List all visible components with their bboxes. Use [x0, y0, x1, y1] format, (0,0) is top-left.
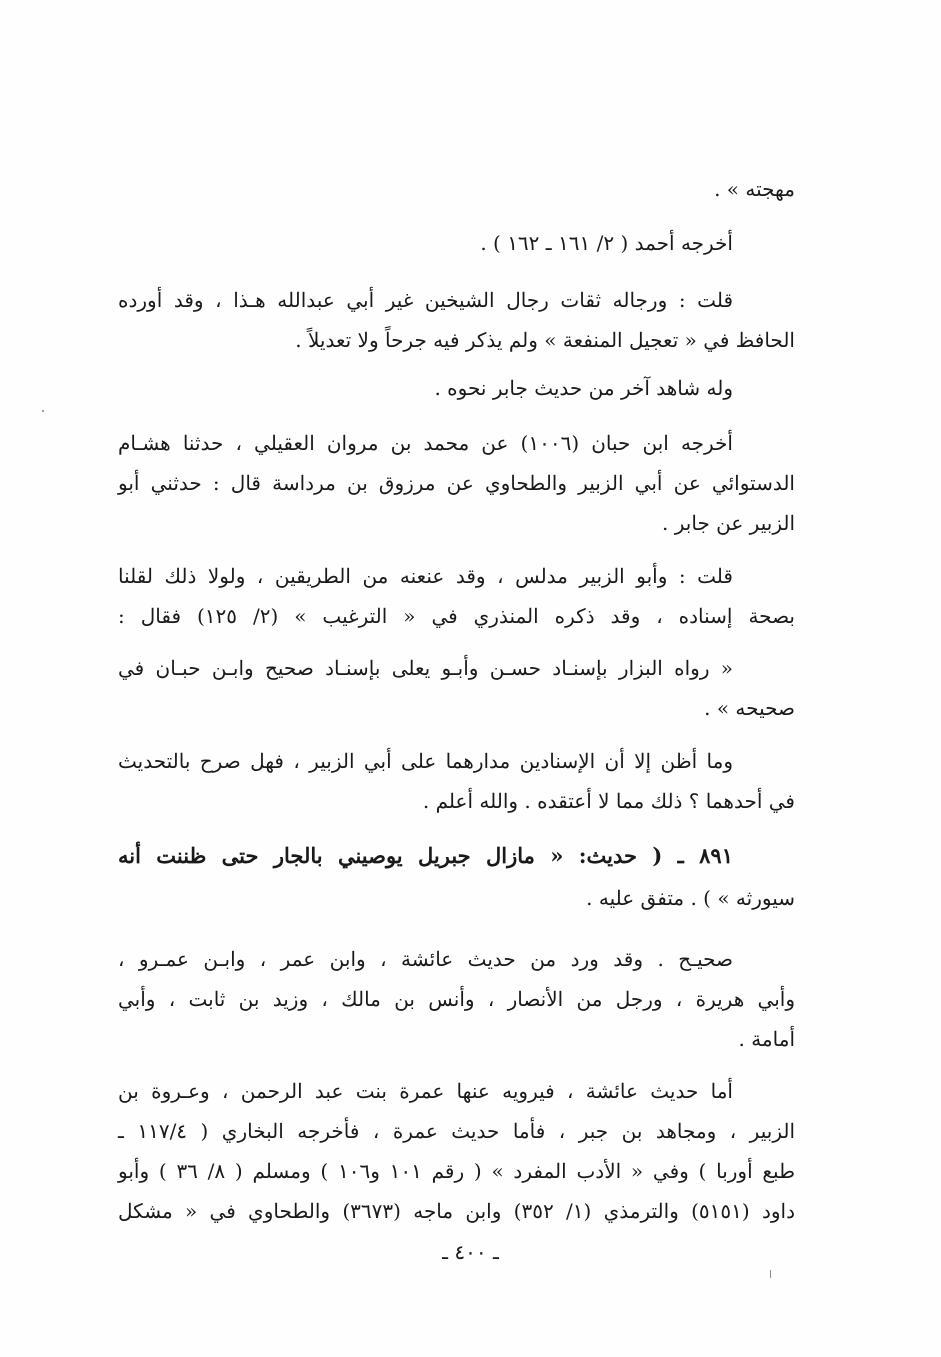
text-line: « رواه البزار بإسنـاد حسـن وأبـو يعلى بإسنـاد صحيح وابـن حبـان في — [118, 656, 733, 680]
text-line: أمامة . — [738, 1027, 795, 1051]
text-line: أخرجه أحمد ( ٢/ ١٦١ ـ ١٦٢ ) . — [480, 231, 733, 255]
text-line: صحيـح . وقد ورد من حديث عائشة ، وابن عمر ، وابـن عمـرو ، — [118, 947, 733, 971]
text-line: وأبي هريرة ، ورجل من الأنصار ، وأنس بن مالك ، وزيد بن ثابت ، وأبي — [118, 987, 795, 1011]
text-line: أما حديث عائشة ، فيرويه عنها عمرة بنت عبد الرحمن ، وعـروة بن — [118, 1079, 733, 1103]
scan-speck — [42, 410, 44, 412]
text-line: وما أظن إلا أن الإسنادين مدارهما على أبي الزبير ، فهل صرح بالتحديث — [118, 749, 733, 773]
text-line: داود (٥١٥١) والترمذي (١/ ٣٥٢) وابن ماجه (٣٦٧٣) والطحاوي في « مشكل — [118, 1199, 795, 1223]
text-line: الدستوائي عن أبي الزبير والطحاوي عن مرزوق بن مرداسة قال : حدثني أبو — [118, 471, 795, 495]
text-line: مهجته » . — [714, 177, 795, 201]
text-line: وله شاهد آخر من حديث جابر نحوه . — [434, 376, 733, 400]
text-line: سيورثه » ) . متفق عليه . — [586, 886, 795, 910]
text-line: الحافظ في « تعجيل المنفعة » ولم يذكر فيه جرحاً ولا تعديلاً . — [295, 328, 795, 352]
scan-speck — [770, 1270, 771, 1278]
text-line: الزبير ، ومجاهد بن جبر ، فأما حديث عمرة ، فأخرجه البخاري ( ١١٧/٤ ـ — [118, 1119, 796, 1143]
text-line: الزبير عن جابر . — [662, 511, 795, 535]
text-line: أخرجه ابن حبان (١٠٠٦) عن محمد بن مروان العقيلي ، حدثنا هشـام — [118, 431, 733, 455]
hadith-heading: ٨٩١ ـ ( حديث: « مازال جبريل يوصيني بالجار حتى ظننت أنه — [118, 843, 733, 868]
text-line: طبع أوربا ) وفي « الأدب المفرد » ( رقم ١٠١ و١٠٦ ) ومسلم ( ٨/ ٣٦ ) وأبو — [118, 1159, 795, 1183]
page-number: ـ ٤٠٠ ـ — [442, 1240, 499, 1264]
text-line: بصحة إسناده ، وقد ذكره المنذري في « الترغيب » (٢/ ١٢٥) فقال : — [118, 604, 795, 628]
text-line: صحيحه » . — [704, 696, 795, 720]
text-line: في أحدهما ؟ ذلك مما لا أعتقده . والله أعلم . — [422, 789, 795, 813]
text-line: قلت : وأبو الزبير مدلس ، وقد عنعنه من الطريقين ، ولولا ذلك لقلنا — [118, 564, 733, 588]
text-line: قلت : ورجاله ثقات رجال الشيخين غير أبي عبدالله هـذا ، وقد أورده — [118, 288, 733, 312]
